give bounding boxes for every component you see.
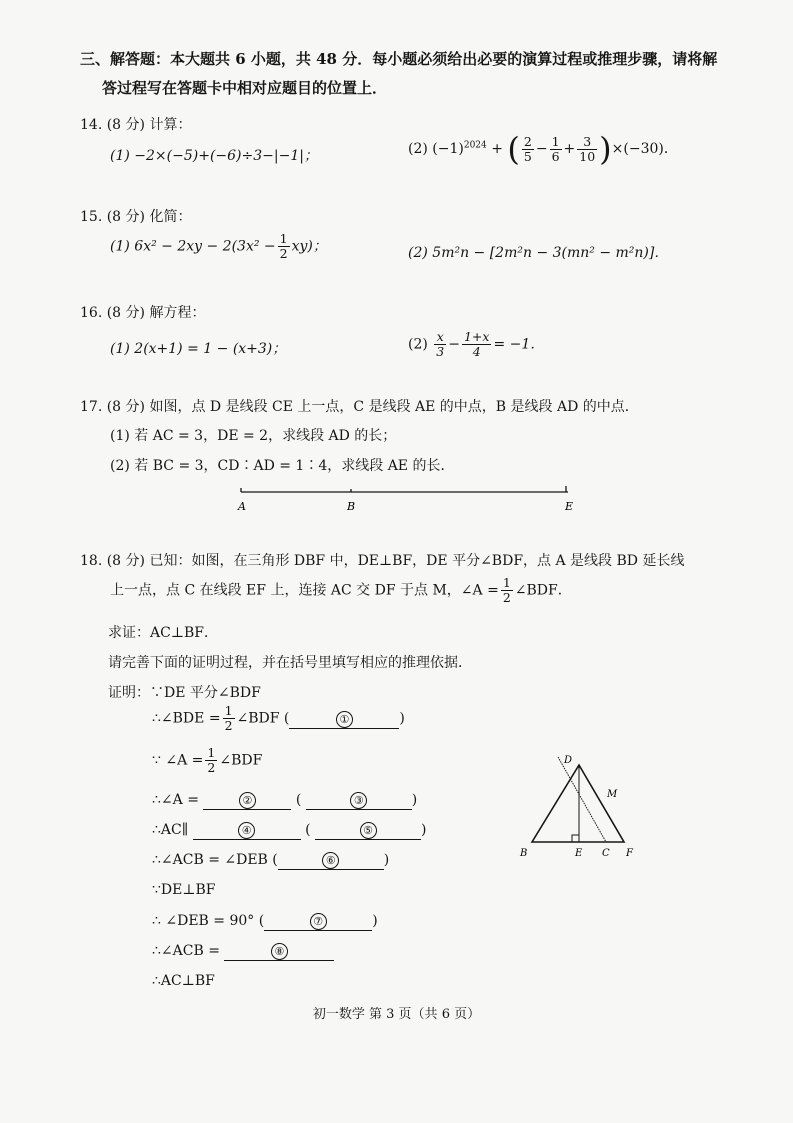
page-footer: 初一数学 第 3 页（共 6 页） bbox=[312, 1007, 481, 1022]
paren-close: ) bbox=[372, 913, 378, 929]
q18-prove: 求证：AC⊥BF． bbox=[108, 625, 218, 641]
frac-num: 1 bbox=[502, 575, 511, 590]
q14-part2-exp: 2024 bbox=[463, 140, 487, 151]
q16-part2 bbox=[408, 330, 544, 359]
op-minus: − bbox=[535, 141, 548, 157]
frac-den: 2 bbox=[207, 760, 216, 775]
q15-part1-b: xy)； bbox=[291, 238, 327, 255]
q16-part2-tail: = −1． bbox=[493, 336, 545, 353]
blank-4[interactable] bbox=[193, 822, 301, 840]
proof-text: ∠BDF ( bbox=[236, 710, 290, 727]
q18-figure bbox=[510, 745, 640, 870]
paren-open: ( bbox=[295, 792, 302, 808]
frac-den: 10 bbox=[579, 148, 596, 164]
q15-heading: 15. (8 分) 化简： bbox=[80, 209, 192, 225]
q16-heading: 16. (8 分) 解方程： bbox=[80, 305, 206, 321]
q14-part2-base: (−1) bbox=[432, 141, 464, 157]
frac-den: 2 bbox=[279, 246, 288, 261]
proof-line-9: ∴AC⊥BF bbox=[152, 973, 215, 989]
circled-7: ⑦ bbox=[310, 913, 327, 930]
right-angle-mark bbox=[572, 835, 579, 842]
proof-text: ∴∠ACB = ∠DEB ( bbox=[152, 852, 278, 868]
blank-7[interactable] bbox=[264, 913, 372, 931]
q15-part1 bbox=[110, 232, 327, 261]
proof-line-7 bbox=[152, 913, 378, 931]
proof-text: ∴∠BDE = bbox=[152, 710, 221, 727]
blank-1[interactable] bbox=[289, 711, 399, 729]
triangle-dbf bbox=[532, 765, 624, 842]
proof-line-3 bbox=[152, 792, 417, 810]
paren-close: ) bbox=[411, 792, 418, 808]
proof-line-4 bbox=[152, 822, 427, 840]
circled-1: ① bbox=[336, 711, 353, 728]
frac-num: 1 bbox=[279, 231, 288, 246]
proof-line-2 bbox=[152, 746, 262, 775]
paren-close: ) bbox=[383, 852, 390, 868]
op-minus: − bbox=[448, 336, 460, 353]
blank-3[interactable] bbox=[306, 792, 412, 810]
op-plus: + bbox=[563, 141, 576, 157]
frac-num: 1 bbox=[224, 703, 233, 718]
label-f: F bbox=[626, 848, 633, 859]
label-e: E bbox=[575, 848, 583, 859]
proof-line-5 bbox=[152, 852, 389, 870]
proof-text: ∴ ∠DEB = 90° ( bbox=[152, 913, 265, 929]
q17-figure bbox=[230, 482, 590, 516]
proof-line-8 bbox=[152, 943, 334, 961]
label-e: E bbox=[565, 500, 574, 513]
q18-heading-b1: 上一点，点 C 在线段 EF 上，连接 AC 交 DF 于点 M，∠A = bbox=[110, 582, 499, 599]
frac-den: 4 bbox=[472, 344, 481, 359]
blank-8[interactable] bbox=[224, 943, 334, 961]
circled-4: ④ bbox=[238, 822, 255, 839]
section-title-line1: 三、解答题：本大题共 6 小题，共 48 分．每小题必须给出必要的演算过程或推理步骤，请将解 bbox=[80, 50, 718, 68]
label-b: B bbox=[520, 848, 528, 859]
frac-den: 5 bbox=[523, 148, 532, 164]
frac-num: 1+x bbox=[463, 329, 490, 344]
q16-part1: (1) 2(x+1) = 1 − (x+3)； bbox=[110, 341, 287, 357]
proof-text: ∴∠A = bbox=[152, 792, 199, 808]
proof-line-6: ∵DE⊥BF bbox=[152, 882, 216, 898]
q14-heading: 14. (8 分) 计算： bbox=[80, 117, 192, 133]
q17-heading: 17. (8 分) 如图，点 D 是线段 CE 上一点，C 是线段 AE 的中点，B 是线段 AD 的中点． bbox=[80, 399, 639, 415]
q18-heading-b2: ∠BDF． bbox=[514, 582, 572, 599]
q17-sub1: (1) 若 AC = 3，DE = 2，求线段 AD 的长； bbox=[110, 428, 397, 444]
paren-close: ) bbox=[421, 822, 427, 838]
q15-part1-a: (1) 6x² − 2xy − 2(3x² − bbox=[110, 238, 276, 255]
section-title-line2: 答过程写在答题卡中相对应题目的位置上． bbox=[102, 79, 388, 97]
frac-num: x bbox=[434, 330, 446, 345]
q14-part2-label: (2) bbox=[408, 141, 428, 157]
paren-close: ) bbox=[399, 710, 405, 727]
circled-2: ② bbox=[239, 792, 256, 809]
circled-8: ⑧ bbox=[271, 943, 288, 960]
proof-line-1 bbox=[152, 704, 405, 733]
frac-den: 2 bbox=[502, 590, 511, 605]
q14-part2-plus: + bbox=[491, 141, 503, 157]
frac-num: 3 bbox=[577, 135, 597, 150]
circled-6: ⑥ bbox=[322, 852, 339, 869]
frac-num: 1 bbox=[207, 745, 216, 760]
label-b: B bbox=[347, 500, 356, 513]
frac-den: 3 bbox=[436, 344, 445, 359]
q14-part2-tail: ×(−30)． bbox=[611, 141, 678, 157]
blank-5[interactable] bbox=[315, 822, 421, 840]
blank-2[interactable] bbox=[203, 792, 291, 810]
q18-heading-a: 18. (8 分) 已知：如图，在三角形 DBF 中，DE⊥BF，DE 平分∠BDF，点 A 是线段 BD 延长线 bbox=[80, 553, 685, 569]
proof-text: ∠BDF bbox=[219, 752, 263, 769]
label-m: M bbox=[607, 789, 618, 800]
q14-part2: (2) $(-1)^{2024}$ + ( $\frac{2}{5}$ − $\frac{1}{6}$ + $\frac{3}{10}$ )×(−30)． bbox=[408, 130, 678, 168]
label-a: A bbox=[238, 500, 246, 513]
frac-num: 2 bbox=[523, 133, 532, 149]
q16-part2-label: (2) bbox=[408, 336, 428, 353]
proof-text: ∴AC∥ bbox=[152, 822, 189, 838]
q18-heading-b bbox=[110, 576, 572, 605]
q15-part2: (2) 5m²n − [2m²n − 3(mn² − m²n)]． bbox=[408, 245, 669, 261]
circled-3: ③ bbox=[350, 792, 367, 809]
label-d: D bbox=[564, 755, 573, 766]
frac-den: 6 bbox=[551, 148, 560, 164]
proof-text: ∵ ∠A = bbox=[152, 752, 204, 769]
frac-den: 2 bbox=[224, 718, 233, 733]
q17-sub2: (2) 若 BC = 3，CD∶AD = 1∶4，求线段 AE 的长． bbox=[110, 458, 455, 474]
frac-num: 1 bbox=[551, 133, 560, 149]
proof-line-0: 证明：∵DE 平分∠BDF bbox=[108, 685, 261, 701]
proof-text: ∴∠ACB = bbox=[152, 943, 220, 959]
label-c: C bbox=[602, 848, 610, 859]
q14-part1: (1) −2×(−5)+(−6)÷3−|−1|； bbox=[110, 148, 318, 164]
q18-instruction: 请完善下面的证明过程，并在括号里填写相应的推理依据． bbox=[108, 655, 472, 671]
blank-6[interactable] bbox=[278, 852, 384, 870]
circled-5: ⑤ bbox=[360, 822, 377, 839]
paren-open: ( bbox=[305, 822, 311, 838]
